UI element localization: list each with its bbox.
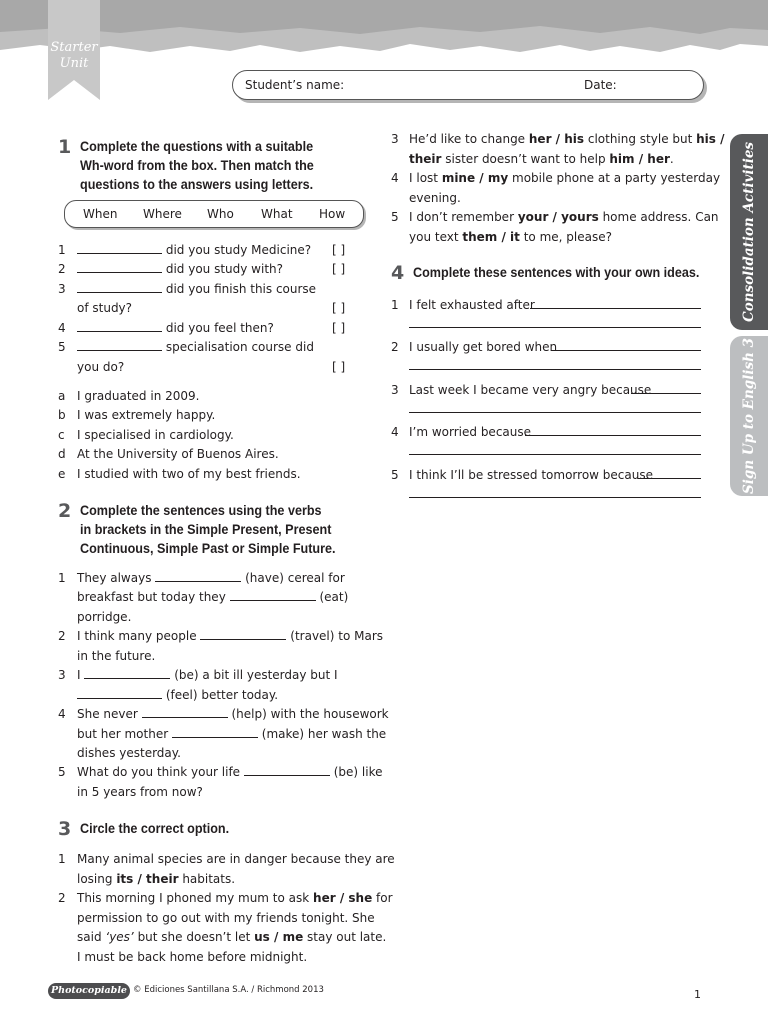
sentence-text: (feel) better today. [165,688,279,702]
answer-blank[interactable] [77,243,162,254]
item-2-line: I must be back home before midnight. [77,950,308,964]
match-bracket[interactable]: [ ] [332,262,346,276]
question-number: 1 [58,243,66,257]
sentence-number: 3 [58,668,66,682]
word-box-item: When [83,207,118,221]
option-choice[interactable]: him / her [609,152,670,166]
question-text: did you study with? [165,262,283,276]
item-4-line [409,171,720,185]
answer-line[interactable] [409,497,701,498]
exercise-2-heading [58,501,364,558]
answer-blank[interactable] [244,765,330,776]
word-box-item: How [319,207,346,221]
exercise-title [80,501,336,558]
prompt-number: 3 [391,383,399,397]
question-3-continued: of study? [77,301,133,315]
item-5-line [409,230,612,244]
title-line: Complete the sentences using the verbs [80,502,322,518]
item-text: clothing style but [584,132,697,146]
student-name-label: Student’s name: [245,78,345,92]
item-text: This morning I phoned my mum to ask [77,891,314,905]
side-tab-sign-up [730,336,768,496]
item-text: sister doesn’t want to help [441,152,610,166]
question-4 [77,321,274,335]
exercise-1-heading [58,137,340,194]
item-text: you text [409,230,463,244]
item-text: He’d like to change [409,132,529,146]
item-3-line [409,132,725,146]
sentence-text: (make) her wash the [261,727,387,741]
item-1-line: Many animal species are in danger because they are [77,852,395,866]
question-text: specialisation course did [165,340,314,354]
option-choice[interactable]: your / yours [517,210,599,224]
answer-blank[interactable] [77,321,162,332]
answer-letter: c [58,428,65,442]
match-bracket[interactable]: [ ] [332,360,346,374]
exercise-3-heading [58,819,246,839]
answer-blank[interactable] [77,262,162,273]
sentence-3-line [77,668,338,682]
answer-letter: b [58,408,66,422]
answer-a: I graduated in 2009. [77,389,200,403]
question-number: 5 [58,340,66,354]
sentence-number: 2 [58,629,66,643]
prompt-number: 4 [391,425,399,439]
sentence-number: 4 [58,707,66,721]
question-number: 4 [58,321,66,335]
match-bracket[interactable]: [ ] [332,243,346,257]
student-info-box [232,70,704,100]
item-3-line [409,152,674,166]
sentence-5-line [77,765,382,779]
sentence-2-line [77,629,383,643]
exercise-number: 4 [391,262,405,284]
item-5-line [409,210,719,224]
answer-blank[interactable] [172,727,258,738]
option-choice[interactable]: them / it [462,230,520,244]
sentence-4-line: dishes yesterday. [77,746,181,760]
page-number: 1 [694,988,701,1001]
sentence-text: (eat) [319,590,349,604]
sentence-text: What do you think your life [77,765,241,779]
item-text: mobile phone at a party yesterday [508,171,721,185]
item-2-line [77,891,393,905]
prompt-number: 2 [391,340,399,354]
item-text: I don’t remember [409,210,518,224]
answer-letter: e [58,467,66,481]
option-choice[interactable]: us / me [254,930,304,944]
answer-line[interactable] [409,369,701,370]
answer-d: At the University of Buenos Aires. [77,447,279,461]
answer-line[interactable] [530,308,701,309]
title-line: questions to the answers using letters. [80,176,314,192]
sentence-1-line [77,590,348,604]
question-text: did you study Medicine? [165,243,312,257]
sentence-4-line [77,707,389,721]
sentence-2-line: in the future. [77,649,156,663]
answer-blank[interactable] [200,629,286,640]
sentence-3-line [77,688,278,702]
unit-label-line1: Starter [50,40,98,55]
answer-blank[interactable] [142,707,228,718]
title-line: Complete the questions with a suitable [80,138,314,154]
sentence-text: (have) cereal for [245,571,345,585]
answer-blank[interactable] [230,590,316,601]
sentence-text: but her mother [77,727,169,741]
copyright-text: © Ediciones Santillana S.A. / Richmond 2013 [133,985,324,995]
sentence-text: (be) like [333,765,383,779]
answer-line[interactable] [631,393,701,394]
item-text: losing [77,872,117,886]
title-line: Continuous, Simple Past or Simple Future. [80,540,336,556]
answer-b: I was extremely happy. [77,408,216,422]
match-bracket[interactable]: [ ] [332,321,346,335]
prompt-number: 5 [391,468,399,482]
word-box-item: Where [143,207,182,221]
sentence-text: I think many people [77,629,197,643]
exercise-number: 2 [58,500,72,522]
question-5 [77,340,314,354]
option-choice[interactable]: his / [696,132,725,146]
answer-blank[interactable] [155,571,241,582]
item-1-line [77,872,235,886]
item-number: 4 [391,171,399,185]
question-3 [77,282,316,296]
sentence-text: (travel) to Mars [290,629,384,643]
answer-line[interactable] [409,327,701,328]
item-number: 1 [58,852,66,866]
answer-line[interactable] [409,454,701,455]
question-text: did you feel then? [165,321,274,335]
item-text: . [669,152,674,166]
item-number: 5 [391,210,399,224]
header-brush-stroke [0,0,768,70]
answer-e: I studied with two of my best friends. [77,467,301,481]
unit-label-line2: Unit [59,56,89,71]
prompt-5: I think I’ll be stressed tomorrow because [409,468,653,482]
sentence-1-line [77,571,345,585]
option-choice[interactable]: her / his [528,132,585,146]
answer-line[interactable] [525,435,701,436]
side-tab-consolidation-label: Consolidation Activities [741,141,757,323]
sentence-text: breakfast but today they [77,590,226,604]
sentence-text: She never [77,707,138,721]
prompt-number: 1 [391,298,399,312]
answer-blank[interactable] [77,340,162,351]
exercise-number: 3 [58,818,72,840]
prompt-1: I felt exhausted after [409,298,535,312]
answer-letter: a [58,389,66,403]
exercise-title: Complete these sentences with your own ideas. [413,264,700,280]
option-choice[interactable]: their [409,152,442,166]
prompt-2: I usually get bored when [409,340,558,354]
sentence-4-line [77,727,386,741]
answer-letter: d [58,447,66,461]
item-number: 2 [58,891,66,905]
exercise-number: 1 [58,136,72,158]
sentence-5-line: in 5 years from now? [77,785,203,799]
word-box-item: What [261,207,293,221]
question-1 [77,243,311,257]
item-4-line: evening. [409,191,461,205]
match-bracket[interactable]: [ ] [332,301,346,315]
title-line: Wh-word from the box. Then match the [80,157,314,173]
item-2-line: permission to go out with my friends tonight. She [77,911,375,925]
answer-line[interactable] [551,350,701,351]
answer-blank[interactable] [77,282,162,293]
word-box-item: Who [207,207,234,221]
date-label: Date: [584,78,617,92]
option-choice[interactable]: her / she [313,891,373,905]
side-tab-consolidation [730,134,768,330]
side-tab-sign-up-label: Sign Up to English 3 [741,338,757,494]
sentence-text: I [77,668,81,682]
title-line: in brackets in the Simple Present, Present [80,521,332,537]
item-text: I lost [409,171,442,185]
answer-line[interactable] [409,412,701,413]
option-choice[interactable]: mine / my [441,171,509,185]
answer-blank[interactable] [77,688,162,699]
answer-line[interactable] [638,478,701,479]
item-text: to me, please? [519,230,612,244]
item-text: said [77,930,106,944]
exercise-title: Circle the correct option. [80,820,230,836]
answer-blank[interactable] [84,668,170,679]
exercise-4-heading [391,263,731,283]
item-number: 3 [391,132,399,146]
answer-c: I specialised in cardiology. [77,428,234,442]
question-5-continued: you do? [77,360,125,374]
question-number: 2 [58,262,66,276]
unit-label [48,40,100,72]
prompt-4: I’m worried because [409,425,532,439]
item-2-line [77,930,386,944]
item-text: but she doesn’t let [133,930,255,944]
option-choice[interactable]: its / their [116,872,179,886]
prompt-3: Last week I became very angry because [409,383,652,397]
item-text: stay out late. [303,930,387,944]
exercise-title [80,137,314,194]
item-text: for [372,891,393,905]
sentence-number: 5 [58,765,66,779]
quoted-word: ‘yes’ [105,930,134,944]
question-2 [77,262,283,276]
sentence-1-line: porridge. [77,610,132,624]
question-number: 3 [58,282,66,296]
photocopiable-badge: Photocopiable [48,983,130,999]
sentence-text: They always [77,571,152,585]
question-text: did you finish this course [165,282,317,296]
sentence-text: (help) with the housework [231,707,389,721]
sentence-number: 1 [58,571,66,585]
sentence-text: (be) a bit ill yesterday but I [174,668,338,682]
item-text: habitats. [178,872,236,886]
item-text: home address. Can [598,210,719,224]
word-box [64,200,364,228]
